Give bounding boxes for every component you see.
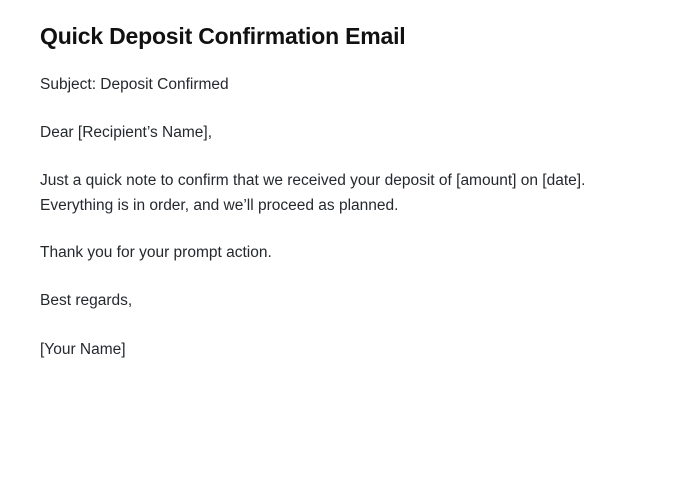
closing-line: Best regards, <box>40 292 133 310</box>
body-paragraph: Just a quick note to confirm that we received your deposit of [amount] on [date]. Everything is in order, and we’ll proceed as planned. <box>40 172 586 215</box>
page-title: Quick Deposit Confirmation Email <box>40 23 406 49</box>
thanks-paragraph: Thank you for your prompt action. <box>40 244 272 262</box>
signature-line: [Your Name] <box>40 340 126 358</box>
subject-line: Subject: Deposit Confirmed <box>40 75 229 93</box>
salutation: Dear [Recipient’s Name], <box>40 124 213 141</box>
